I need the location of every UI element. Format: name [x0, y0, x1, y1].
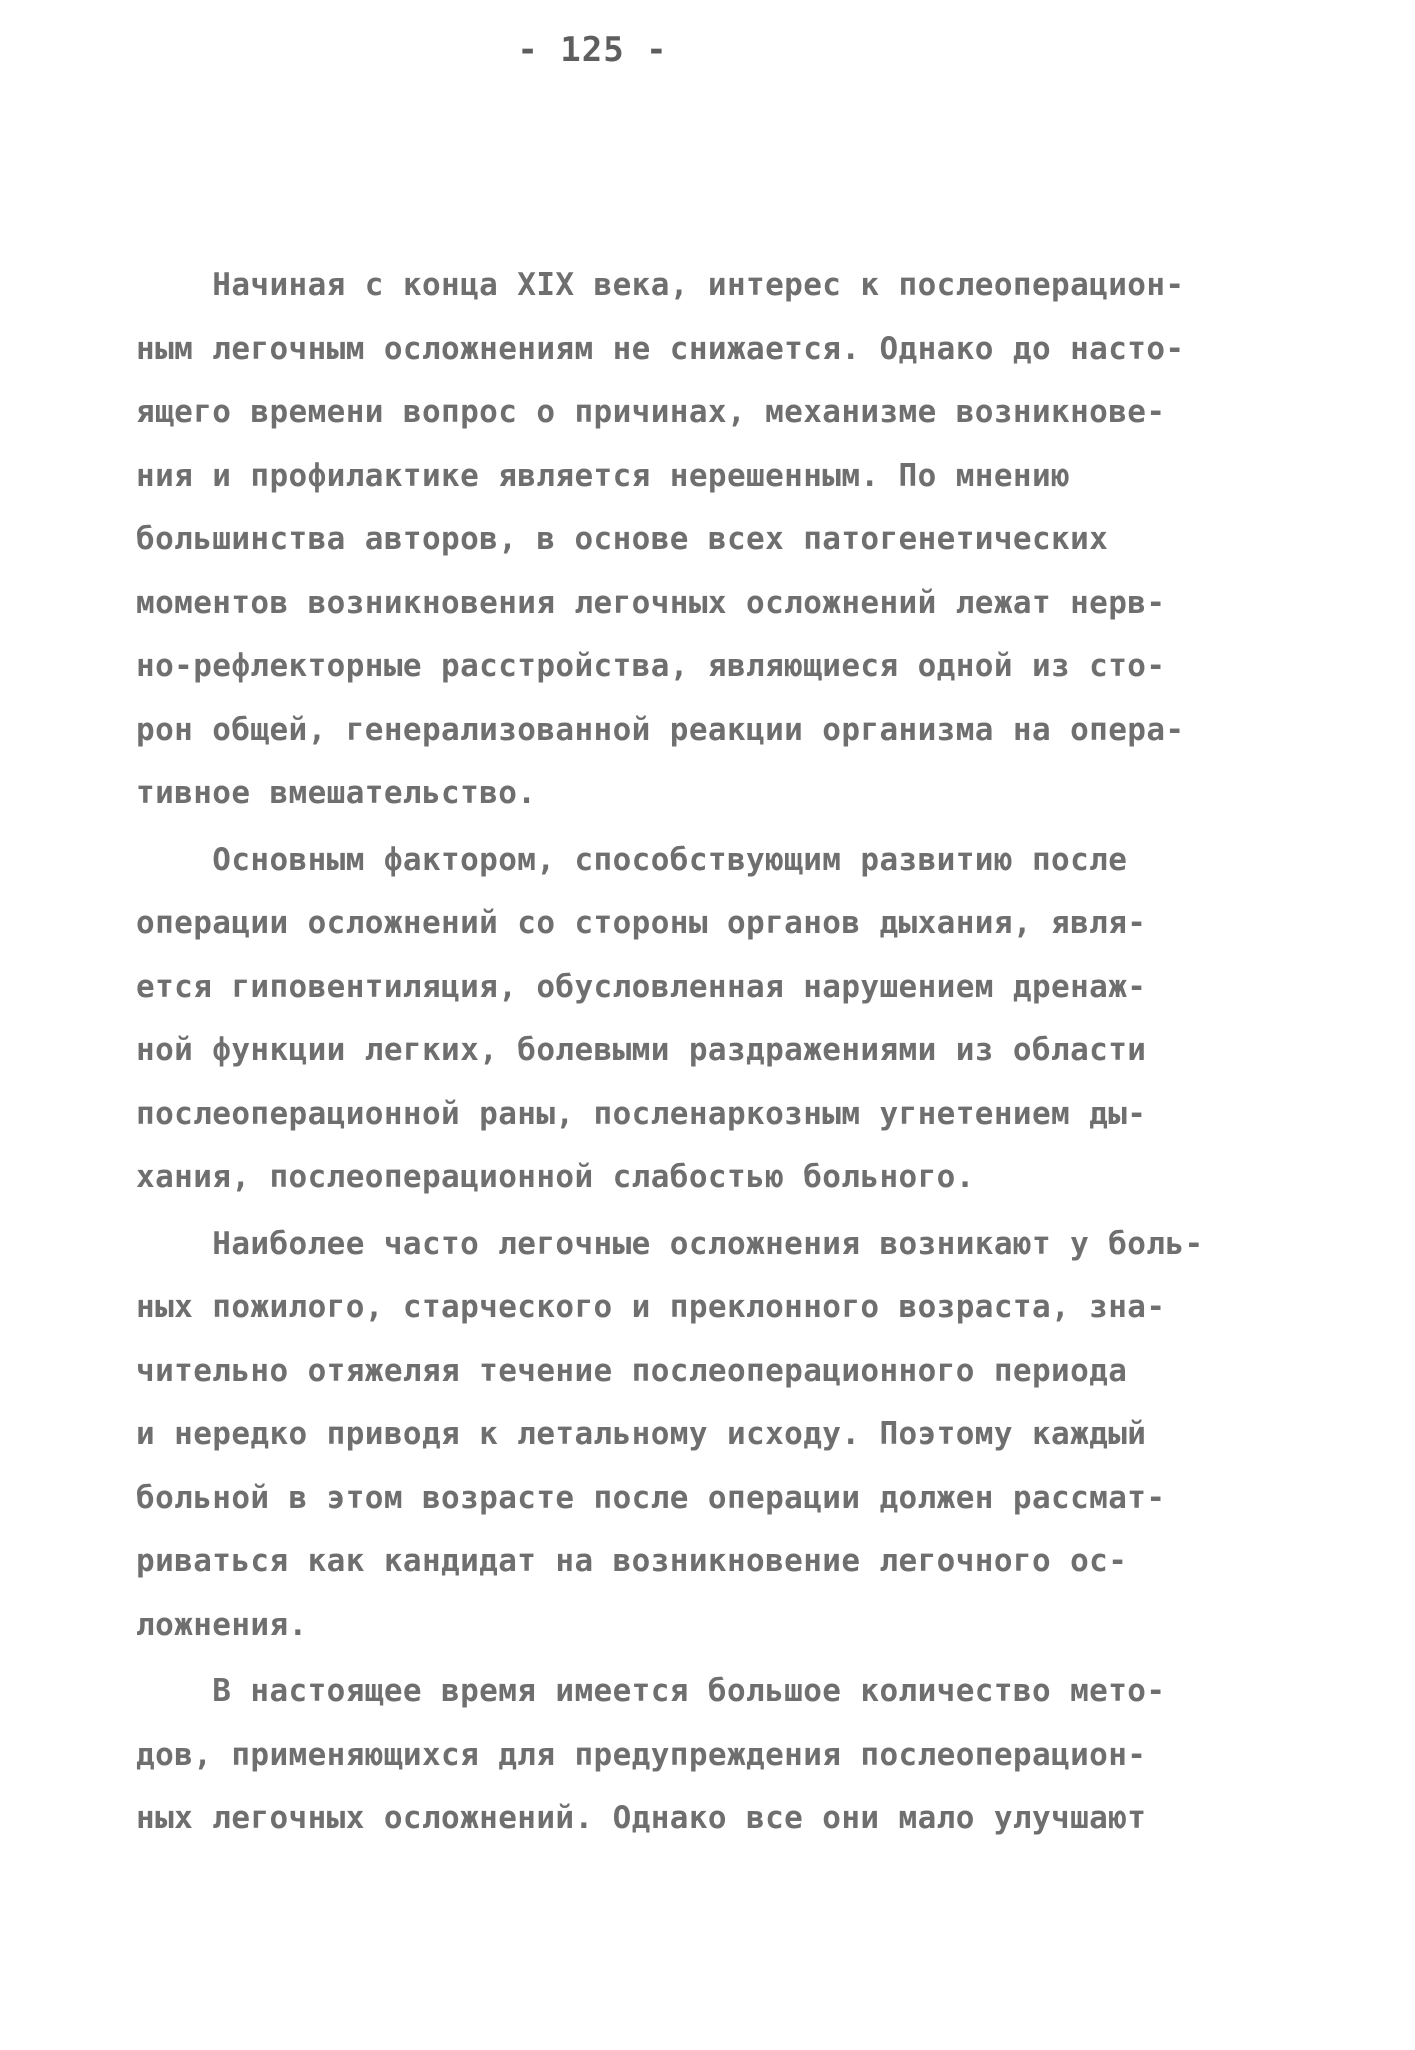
text-line: ной функции легких, болевыми раздражениями из области	[136, 1032, 1147, 1068]
text-line: риваться как кандидат на возникновение легочного ос-	[136, 1543, 1128, 1579]
text-line: ется гиповентиляция, обусловленная нарушением дренаж-	[136, 968, 1147, 1005]
text-line: ным легочным осложнениям не снижается. Однако до насто-	[136, 330, 1185, 367]
text-line: но-рефлекторные расстройства, являющиеся одной из сто-	[136, 648, 1166, 684]
text-line: послеоперационной раны, посленаркозным угнетением ды-	[136, 1095, 1147, 1132]
text-line: ния и профилактике является нерешенным. По мнению	[136, 457, 1071, 494]
text-line: ящего времени вопрос о причинах, механизме возникнове-	[136, 394, 1166, 430]
text-line: ных легочных осложнений. Однако все они мало улучшают	[136, 1800, 1147, 1836]
body-text	[136, 254, 1296, 1851]
text-line: Основным фактором, способствующим развитию после	[136, 841, 1128, 878]
text-line: дов, применяющихся для предупреждения послеоперацион-	[136, 1736, 1147, 1773]
paragraph-4	[136, 1660, 1296, 1851]
text-line: и нередко приводя к летальному исходу. Поэтому каждый	[136, 1416, 1147, 1452]
page-number: - 125 -	[517, 30, 668, 70]
text-line: ложнения.	[136, 1606, 308, 1643]
text-line: тивное вмешательство.	[136, 775, 537, 811]
text-line: Начиная с конца XIX века, интерес к послеоперацион-	[136, 267, 1185, 303]
text-line: больной в этом возрасте после операции должен рассмат-	[136, 1479, 1166, 1516]
text-line: чительно отяжеляя течение послеоперационного периода	[136, 1352, 1128, 1389]
paragraph-2	[136, 829, 1296, 1210]
text-line: операции осложнений со стороны органов дыхания, явля-	[136, 905, 1147, 941]
paragraph-1	[136, 254, 1296, 826]
text-line: В настоящее время имеется большое количество мето-	[136, 1673, 1166, 1709]
text-line: большинства авторов, в основе всех патогенетических	[136, 521, 1109, 557]
text-line: моментов возникновения легочных осложнений лежат нерв-	[136, 584, 1166, 621]
text-line: ных пожилого, старческого и преклонного возраста, зна-	[136, 1289, 1166, 1325]
paragraph-3	[136, 1213, 1296, 1658]
text-line: Наиболее часто легочные осложнения возникают у боль-	[136, 1225, 1204, 1262]
text-line: рон общей, генерализованной реакции организма на опера-	[136, 711, 1185, 748]
text-line: хания, послеоперационной слабостью больного.	[136, 1159, 975, 1195]
